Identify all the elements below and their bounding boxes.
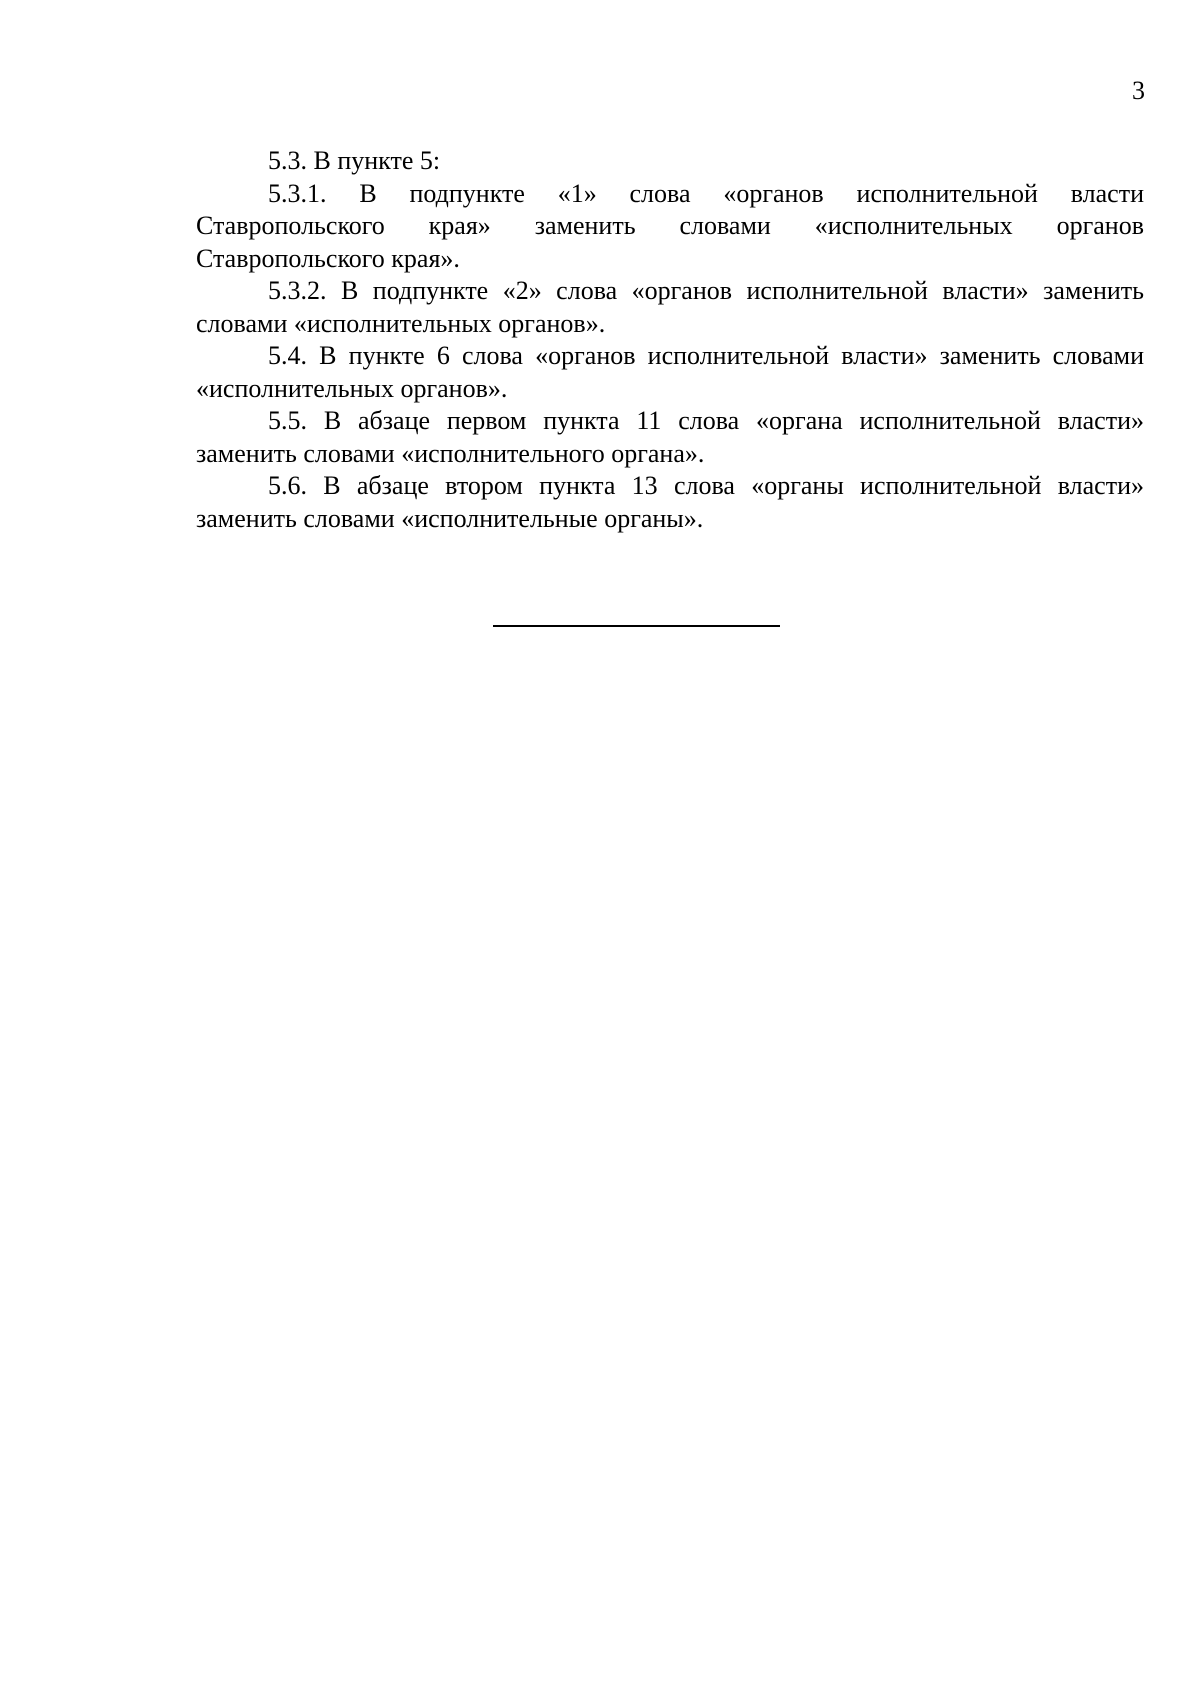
document-body: [196, 145, 1144, 535]
paragraph-5-5: 5.5. В абзаце первом пункта 11 слова «органа исполнительной власти» заменить словами «исполнительного органа».: [196, 406, 1144, 468]
paragraph-5-3-2: 5.3.2. В подпункте «2» слова «органов исполнительной власти» заменить словами «исполнительных органов».: [196, 276, 1144, 338]
end-separator-line: [493, 625, 780, 627]
paragraph-5-3: 5.3. В пункте 5:: [268, 146, 441, 175]
paragraph-5-3-1: 5.3.1. В подпункте «1» слова «органов исполнительной власти Ставропольского края» заменить словами «исполнительных органов Ставропольского края».: [196, 178, 1144, 273]
page-number: 3: [1132, 76, 1145, 105]
paragraph-5-6: 5.6. В абзаце втором пункта 13 слова «органы исполнительной власти» заменить словами «исполнительные органы».: [196, 471, 1144, 533]
paragraph-5-4: 5.4. В пункте 6 слова «органов исполнительной власти» заменить словами «исполнительных органов».: [196, 341, 1144, 403]
